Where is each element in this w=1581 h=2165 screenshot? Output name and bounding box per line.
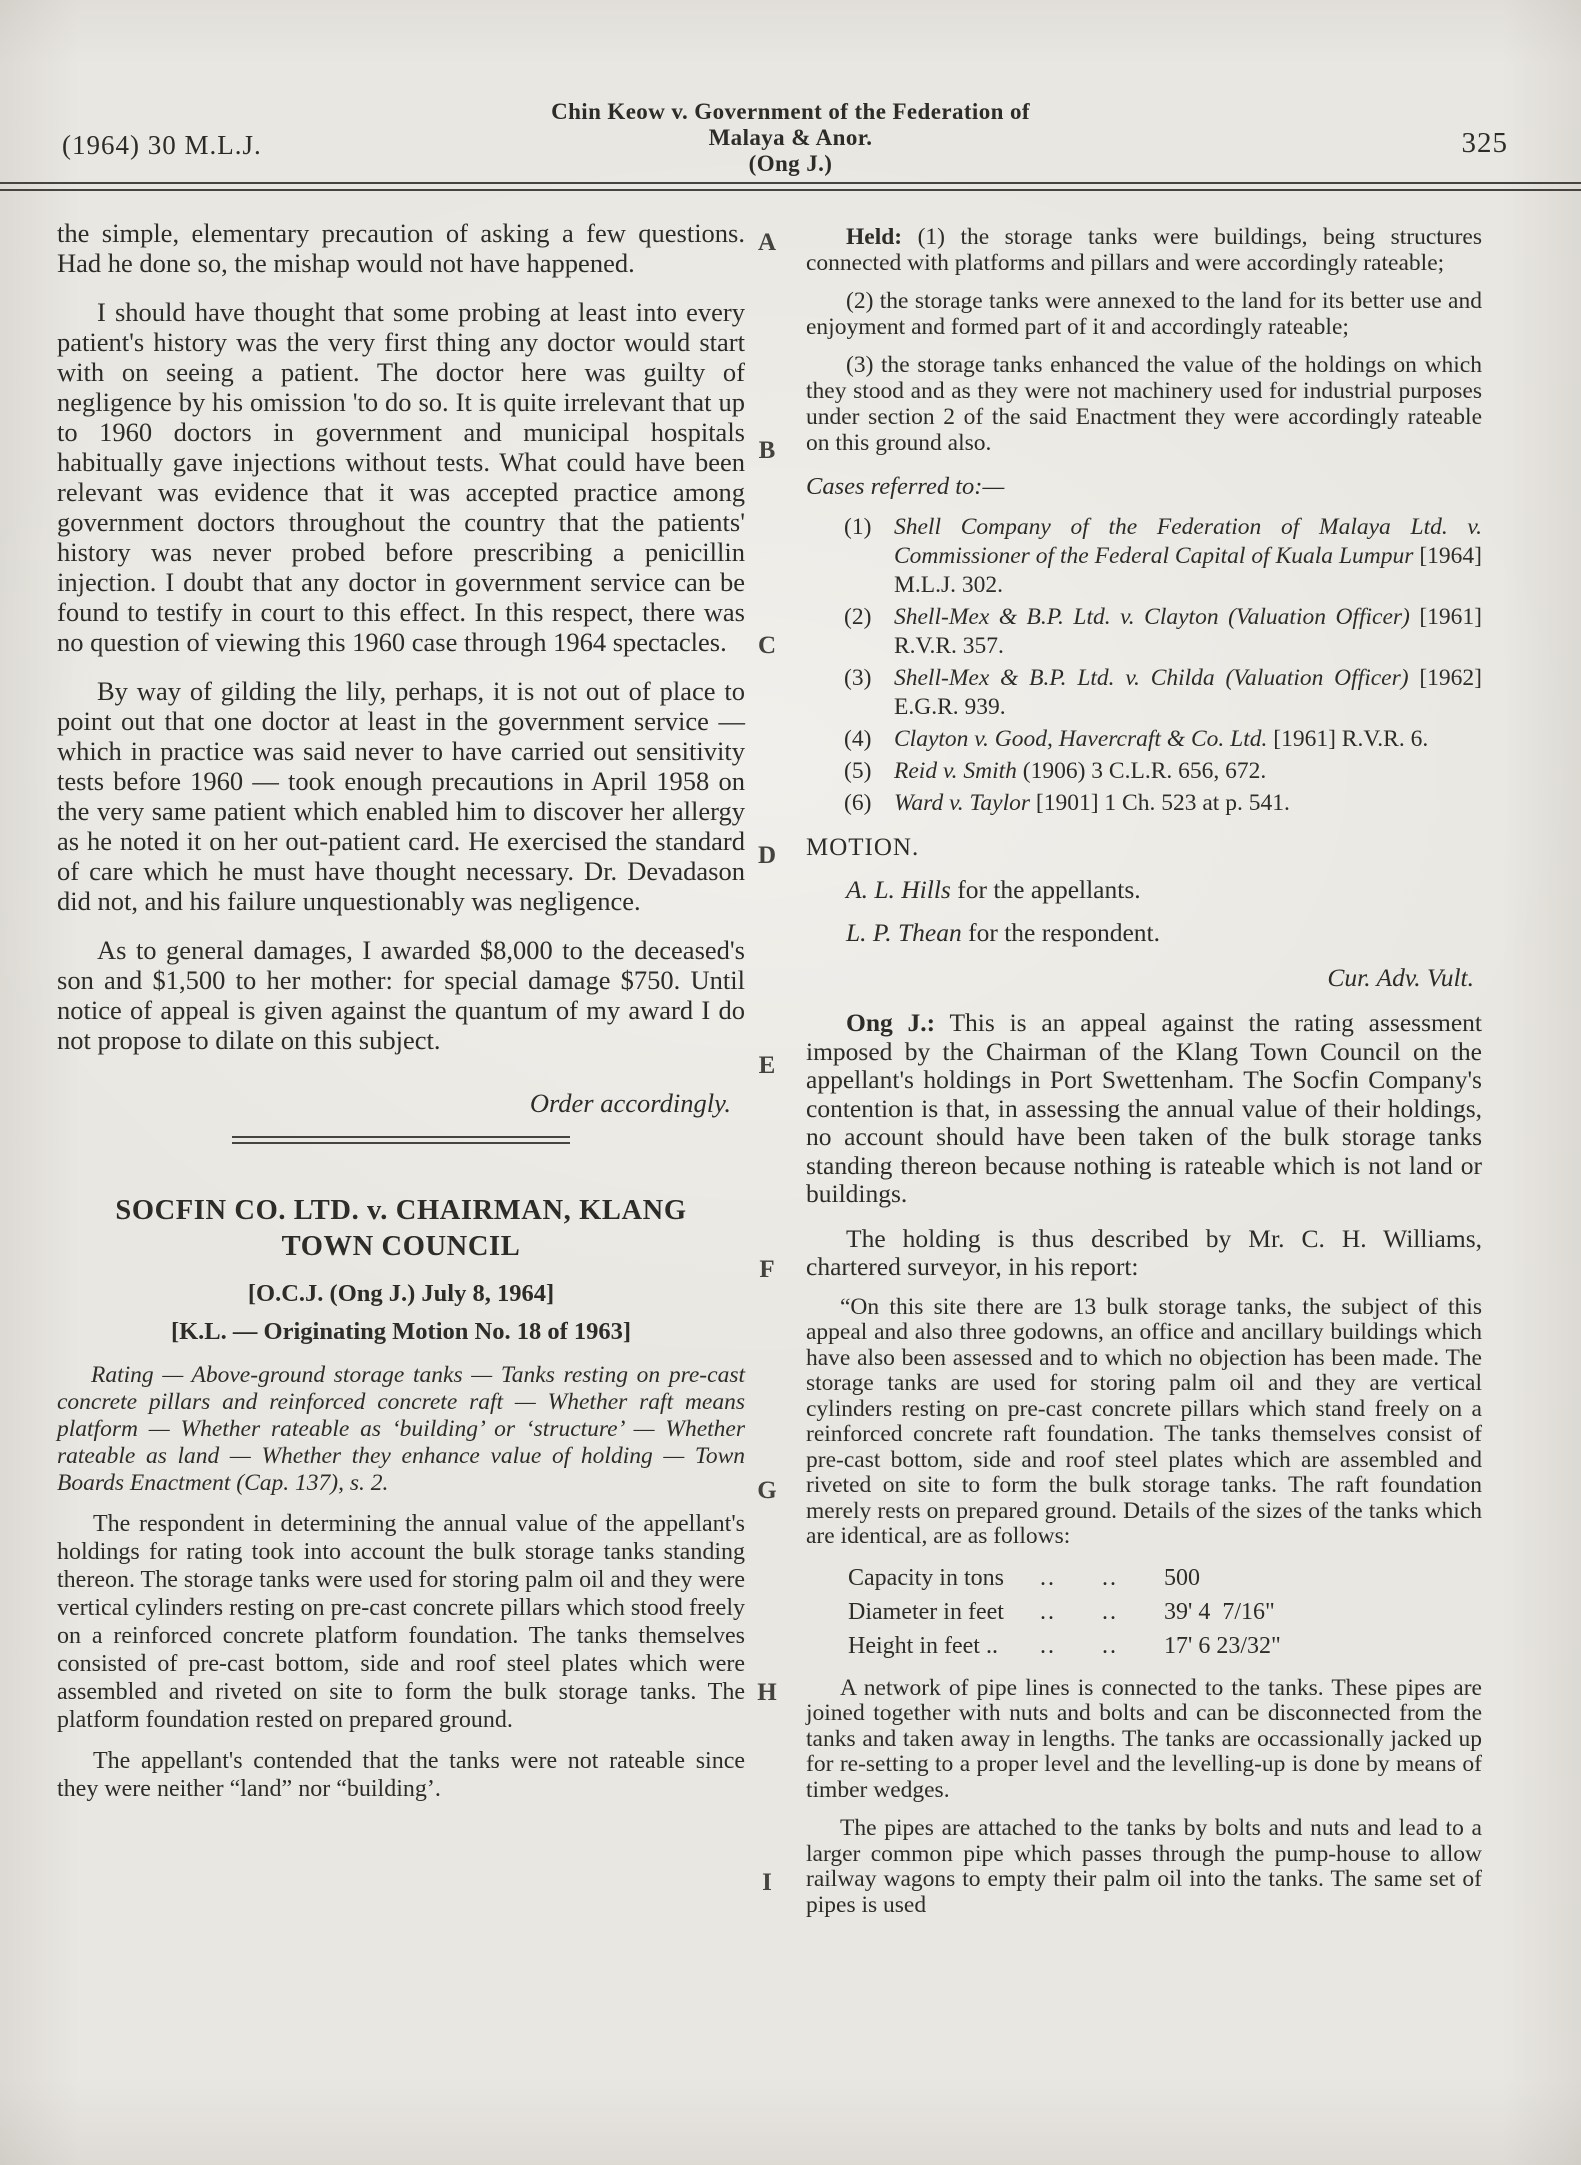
margin-letter-b: B (758, 437, 776, 464)
table-dots: .. (1102, 1598, 1118, 1625)
counsel-appellants (806, 875, 1482, 905)
order-line: Order accordingly. (529, 1088, 731, 1118)
table-row-height (848, 1629, 1482, 1663)
margin-letter-c: C (757, 632, 777, 659)
table-label: Diameter in feet (848, 1598, 1004, 1625)
case-citation: [1901] 1 Ch. 523 at p. 541. (1030, 790, 1290, 816)
bench-line: [O.C.J. (Ong J.) July 8, 1964] (247, 1280, 555, 1307)
paragraph-damages: As to general damages, I awarded $8,000 to the deceased's son and $1,500 to her mother: for special damage $750. Until notice of appeal is given against the quantum of my award I do not propose to dilate on this subject. (57, 935, 745, 1055)
table-label: Height in feet .. (848, 1632, 998, 1659)
cur-adv-vult: Cur. Adv. Vult. (1327, 963, 1474, 992)
case-item-2 (806, 603, 1482, 661)
judgment-opening-text: This is an appeal against the rating assessment imposed by the Chairman of the Klang Town Council on the appellant's holdings in Port Swettenham. The Socfin Company's contention is that, in assessing the annual value of their holdings, no account should have been taken of the bulk storage tanks standing thereon because nothing is rateable which is not land or buildings. (806, 1008, 1482, 1208)
case-heading (57, 1193, 745, 1265)
motion-label: MOTION. (806, 834, 920, 861)
header-volume: (1964) 30 M.L.J. (62, 130, 262, 160)
counsel-name: L. P. Thean (846, 918, 962, 947)
header-case-name-line1: Chin Keow v. Government of the Federation of (551, 99, 1030, 124)
case-citation: [1962] E.G.R. 939. (894, 665, 1483, 720)
table-value: 500 (1164, 1564, 1200, 1591)
case-citation: [1961] R.V.R. 357. (894, 604, 1482, 659)
facts-paragraph-1: The respondent in determining the annual value of the appellant's holdings for rating took into account the bulk storage tanks standing thereon. The storage tanks were used for storing palm oil and they were vertical cylinders resting on pre-cast concrete pillars which stood freely on a reinforced concrete platform foundation. The tanks themselves consisted of pre-cast bottom, side and roof steel plates which were assembled and riveted on site to form the bulk storage tanks. The platform foundation rested on prepared ground. (57, 1511, 746, 1733)
header-case-name-line2: Malaya & Anor. (708, 125, 873, 150)
held-text-1: (1) the storage tanks were buildings, being structures connected with platforms and pillars and were accordingly rateable; (806, 224, 1482, 276)
tank-size-table (848, 1561, 1482, 1663)
case-list (806, 513, 1482, 818)
table-dots: .. (1102, 1564, 1118, 1591)
pipes-paragraph-1: A network of pipe lines is connected to the tanks. These pipes are joined together with nuts and bolts and can be disconnected from the tanks and taken away in lengths. The tanks are occassionally jacked up for re-setting to a proper level and the levelling-up is done by means of timber wedges. (806, 1674, 1482, 1803)
case-name: Shell-Mex & B.P. Ltd. v. Childa (Valuation Officer) (894, 665, 1409, 691)
case-item-5 (806, 757, 1482, 786)
case-name: Ward v. Taylor (894, 790, 1031, 816)
carryover-paragraph: the simple, elementary precaution of asking a few questions. Had he done so, the mishap would not have happened. (57, 218, 745, 278)
counsel-name: A. L. Hills (846, 875, 951, 904)
case-citation: (1906) 3 C.L.R. 656, 672. (1016, 758, 1267, 784)
header-case-name (240, 99, 1341, 177)
case-name: Shell-Mex & B.P. Ltd. v. Clayton (Valuation Officer) (894, 604, 1410, 630)
left-column (57, 218, 745, 1803)
case-name: Clayton v. Good, Havercraft & Co. Ltd. (894, 726, 1268, 752)
header-rule (0, 182, 1581, 191)
motion-number-line: [K.L. — Originating Motion No. 18 of 1963] (170, 1318, 632, 1345)
holding-description-paragraph: The holding is thus described by Mr. C. H. Williams, chartered surveyor, in his report: (806, 1223, 1482, 1281)
held-paragraph-3: (3) the storage tanks enhanced the value of the holdings on which they stood and as they were not machinery used for industrial purposes under section 2 of the said Enactment they were accordingly rateable on this ground also. (806, 352, 1482, 456)
case-item-6 (806, 789, 1482, 818)
case-name: Shell Company of the Federation of Malaya Ltd. v. Commissioner of the Federal Capital of Kuala Lumpur (894, 514, 1482, 569)
case-heading-line1: SOCFIN CO. LTD. v. CHAIRMAN, KLANG (115, 1195, 687, 1226)
table-dots: .. (1102, 1632, 1118, 1659)
section-divider (232, 1136, 570, 1144)
headnote: Rating — Above-ground storage tanks — Tanks resting on pre-cast concrete pillars and reinforced concrete raft — Whether raft means platform — Whether rateable as ‘building’ or ‘structure’ — Whether rateable as land — Whether they enhance value of holding — Town Boards Enactment (Cap. 137), s. 2. (57, 1362, 745, 1496)
judgment-opening-paragraph (806, 1009, 1482, 1209)
case-item-3 (806, 664, 1482, 722)
table-dots: .. (1040, 1632, 1056, 1659)
case-item-1 (806, 513, 1482, 600)
cases-referred-label: Cases referred to:— (806, 473, 1005, 500)
table-value: 39' 4 7/16" (1164, 1598, 1275, 1625)
case-citation: [1961] R.V.R. 6. (1267, 726, 1429, 752)
counsel-role: for the respondent. (961, 918, 1161, 947)
header-judge: (Ong J.) (748, 151, 833, 176)
table-label: Capacity in tons (848, 1564, 1004, 1591)
case-name: Reid v. Smith (894, 758, 1017, 784)
facts-paragraph-2: The appellant's contended that the tanks were not rateable since they were neither “land” nor “building’. (57, 1748, 745, 1802)
header-page-number: 325 (1461, 127, 1508, 159)
report-quote-paragraph: “On this site there are 13 bulk storage tanks, the subject of this appeal and also three godowns, an office and ancillary buildings which have also been assessed and to which no objection has been made. The storage tanks are used for storing palm oil and they are vertical cylinders resting on pre-cast concrete pillars which stand freely on a reinforced concrete raft foundation. The tanks themselves consist of pre-cast bottom, side and roof steel plates which are assembled and riveted on site to form the bulk storage tanks. The raft foundation merely rests on prepared ground. Details of the sizes of the tanks which are identical, are as follows: (806, 1293, 1482, 1549)
margin-letter-g: G (757, 1477, 777, 1504)
margin-letter-i: I (762, 1869, 772, 1896)
paragraph-gilding: By way of gilding the lily, perhaps, it is not out of place to point out that one doctor at least in the government service — which in practice was said never to have carried out sensitivity tests before 1960 — took enough precautions in April 1958 on the very same patient which enabled him to discover her allergy as he noted it on her out-patient card. He exercised the standard of care which he must have thought necessary. Dr. Devadason did not, and his failure unquestionably was negligence. (57, 676, 745, 916)
case-number: (5) (844, 758, 872, 784)
margin-letter-e: E (758, 1052, 776, 1079)
margin-letter-f: F (759, 1256, 775, 1283)
table-value: 17' 6 23/32" (1164, 1632, 1281, 1659)
case-number: (3) (844, 665, 872, 691)
held-label: Held: (846, 224, 903, 250)
pipes-paragraph-2: The pipes are attached to the tanks by bolts and nuts and lead to a larger common pipe which passes through the pump-house to allow railway wagons to empty their palm oil into the tanks. The same set of pipes is used (806, 1815, 1482, 1918)
counsel-role: for the appellants. (950, 875, 1141, 904)
case-number: (2) (844, 604, 872, 630)
table-row-capacity (848, 1561, 1482, 1595)
held-paragraph-1 (806, 224, 1482, 276)
table-dots: .. (1040, 1564, 1056, 1591)
case-number: (1) (844, 514, 872, 540)
counsel-respondent (806, 918, 1482, 948)
case-number: (6) (844, 790, 872, 816)
judge-name: Ong J.: (846, 1008, 936, 1037)
case-citation: [1964] M.L.J. 302. (894, 543, 1482, 598)
margin-letter-h: H (757, 1679, 777, 1706)
table-dots: .. (1040, 1598, 1056, 1625)
right-column (806, 218, 1482, 1918)
case-heading-line2: TOWN COUNCIL (281, 1231, 521, 1262)
paragraph-probing: I should have thought that some probing at least into every patient's history was the very first thing any doctor would start with on seeing a patient. The doctor here was guilty of negligence by his omission 'to do so. It is quite irrelevant that up to 1960 doctors in government and municipal hospitals habitually gave injections without tests. What could have been relevant was evidence that it was accepted practice among government doctors throughout the country that the patients' history was never probed before prescribing a penicillin injection. I doubt that any doctor in government service can be found to testify in court to this effect. In this respect, there was no question of viewing this 1960 case through 1964 spectacles. (57, 297, 745, 657)
case-item-4 (806, 725, 1482, 754)
held-paragraph-2: (2) the storage tanks were annexed to the land for its better use and enjoyment and formed part of it and accordingly rateable; (806, 288, 1482, 340)
table-row-diameter (848, 1595, 1482, 1629)
case-number: (4) (844, 726, 872, 752)
margin-letter-d: D (757, 842, 777, 869)
margin-letter-a: A (757, 229, 777, 256)
